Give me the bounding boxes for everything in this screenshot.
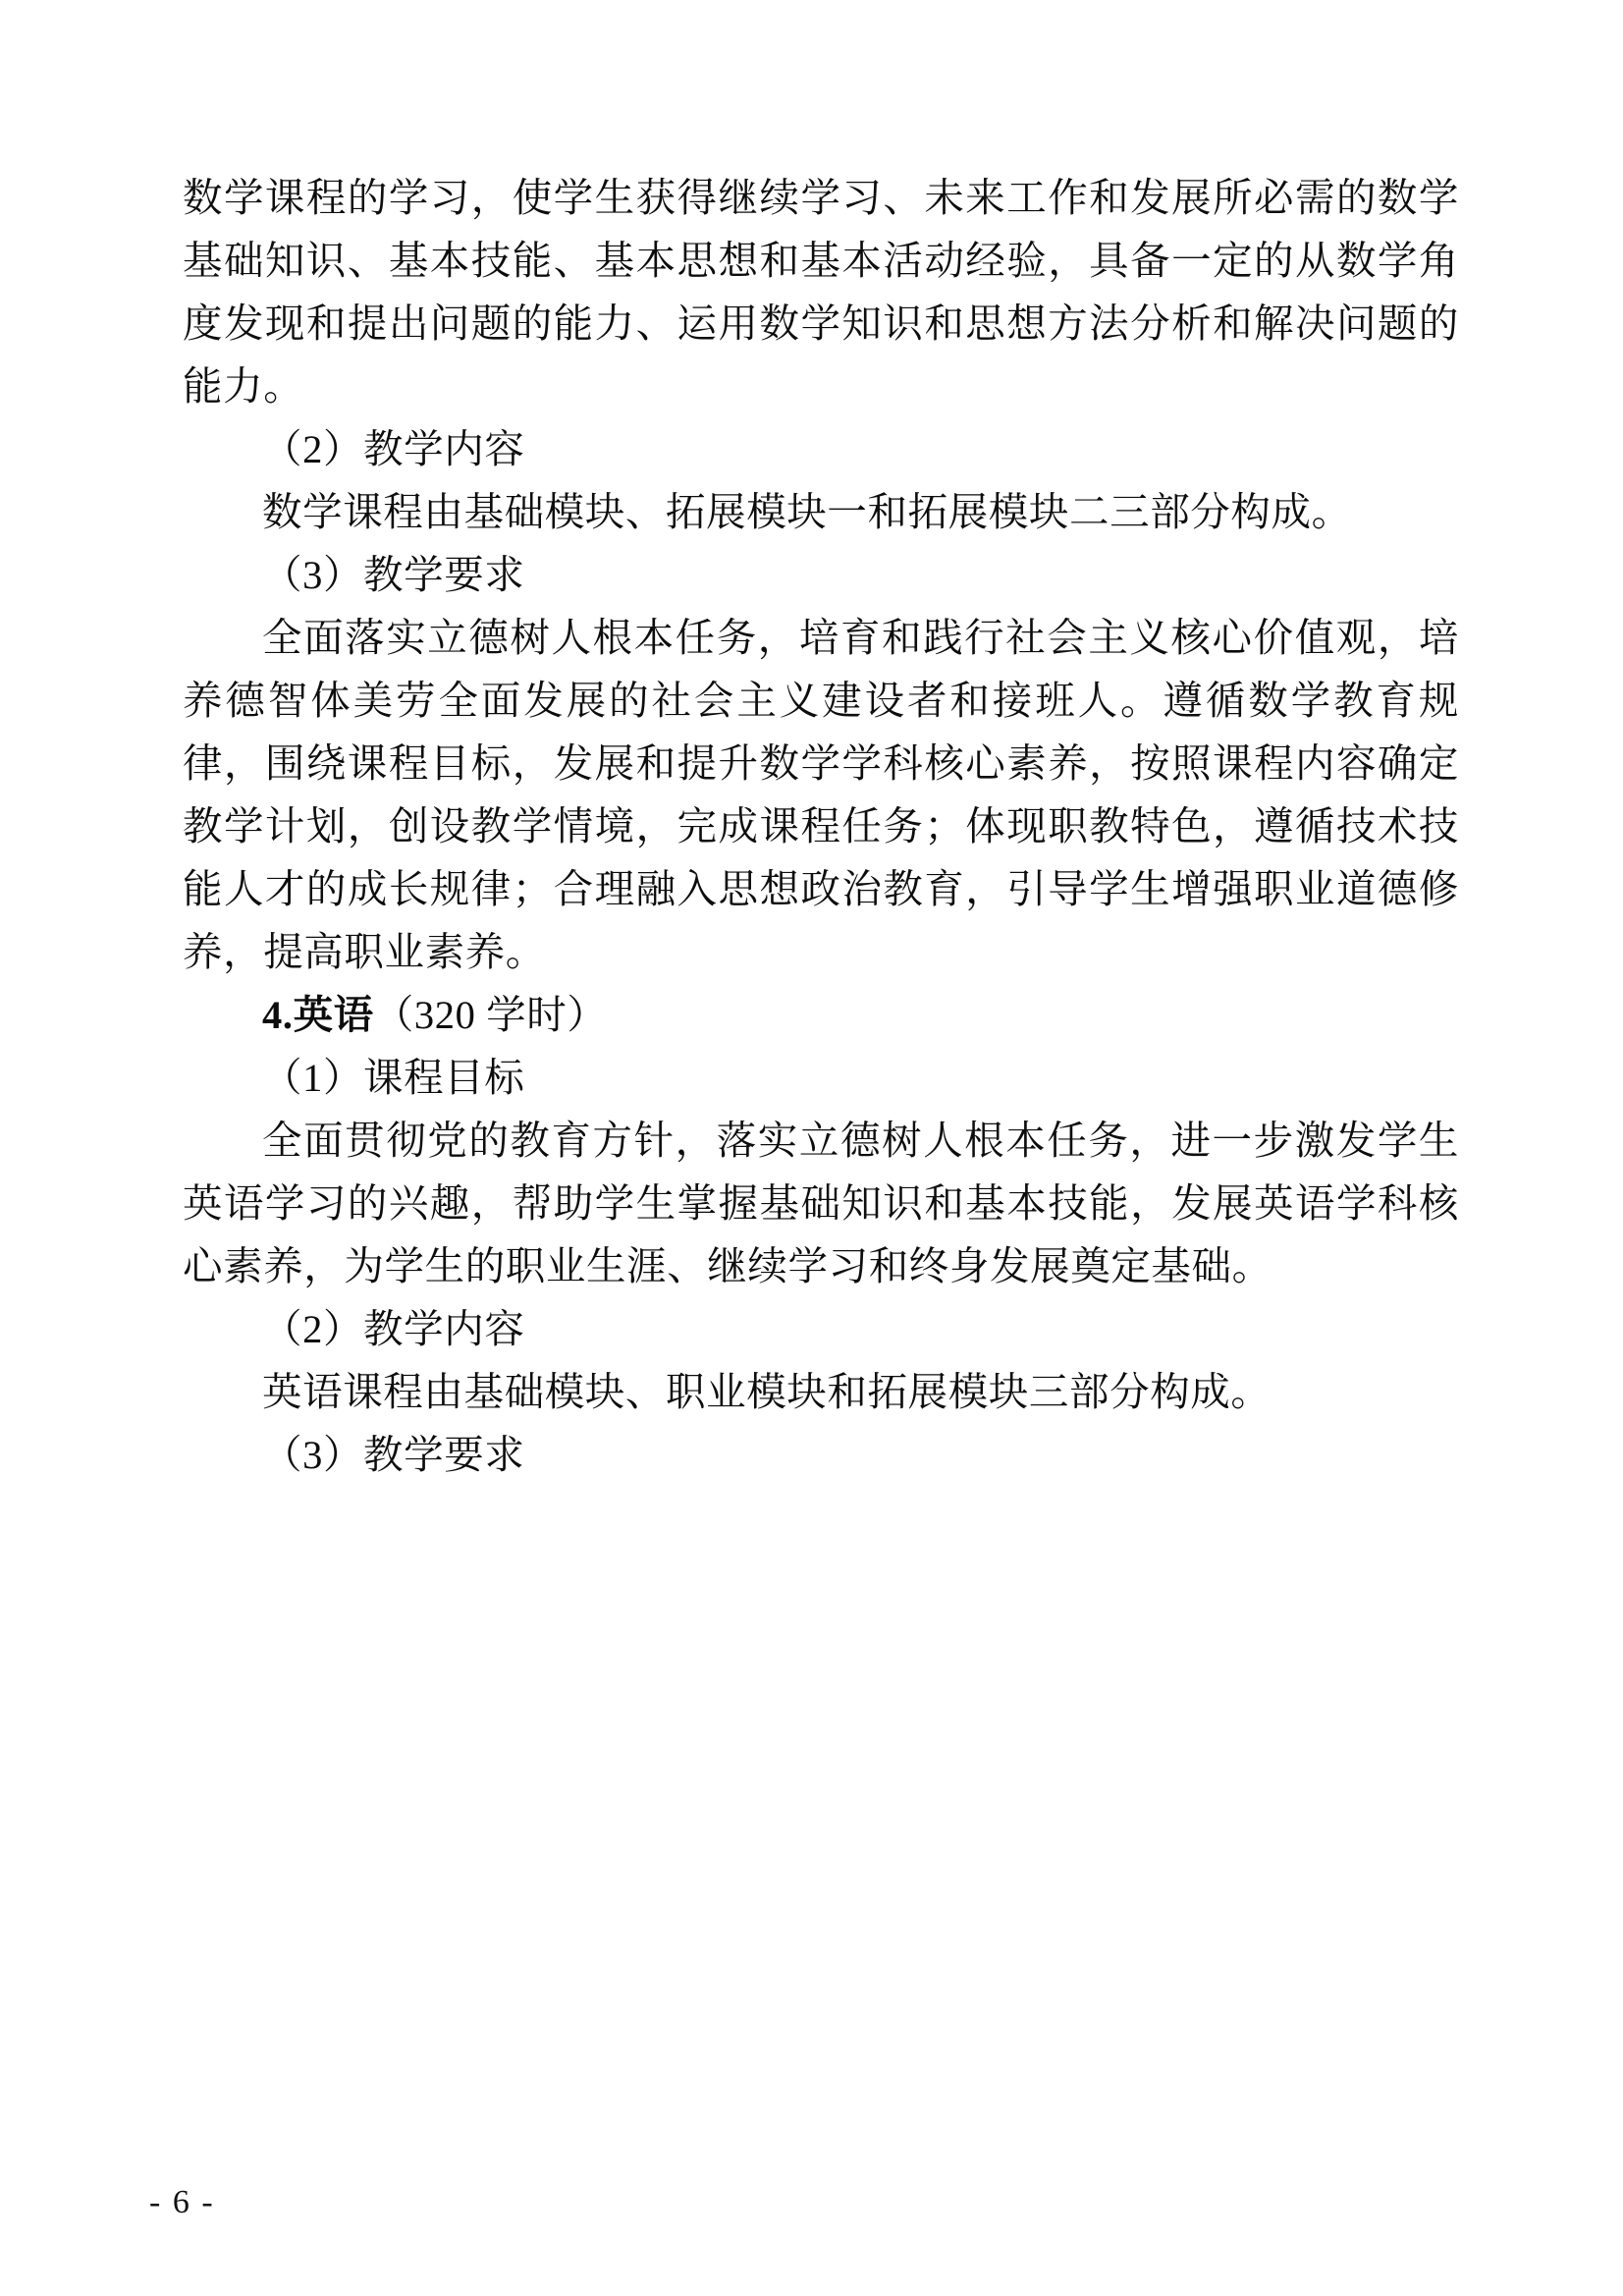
paragraph-english-teaching-content: 英语课程由基础模块、职业模块和拓展模块三部分构成。: [262, 1369, 1271, 1414]
subheading-math-teaching-content: （2）教学内容: [262, 426, 525, 471]
page-body: [183, 167, 1459, 1487]
paragraph-math-objective-continued: 数学课程的学习，使学生获得继续学习、未来工作和发展所必需的数学基础知识、基本技能、基本思想和基本活动经验，具备一定的从数学角度发现和提出问题的能力、运用数学知识和思想方法分析和解决问题的能力。: [183, 176, 1459, 409]
heading-number: 4.: [262, 992, 294, 1037]
subheading-english-teaching-content: （2）教学内容: [262, 1306, 525, 1351]
paragraph-math-teaching-content: 数学课程由基础模块、拓展模块一和拓展模块二三部分构成。: [262, 489, 1352, 534]
heading-hours: （320 学时）: [373, 992, 608, 1037]
heading-course-english: [183, 984, 1459, 1047]
paragraph-math-teaching-requirements: 全面落实立德树人根本任务，培育和践行社会主义核心价值观，培养德智体美劳全面发展的社会主义建设者和接班人。遵循数学教育规律，围绕课程目标，发展和提升数学学科核心素养，按照课程内容确定教学计划，创设教学情境，完成课程任务；体现职教特色，遵循技术技能人才的成长规律；合理融入思想政治教育，引导学生增强职业道德修养，提高职业素养。: [183, 615, 1459, 974]
subheading-english-teaching-requirements: （3）教学要求: [262, 1432, 525, 1477]
subheading-math-teaching-requirements: （3）教学要求: [262, 552, 525, 597]
subheading-english-course-goal: （1）课程目标: [262, 1055, 525, 1100]
paragraph-english-course-goal: 全面贯彻党的教育方针，落实立德树人根本任务，进一步激发学生英语学习的兴趣，帮助学生掌握基础知识和基本技能，发展英语学科核心素养，为学生的职业生涯、继续学习和终身发展奠定基础。: [183, 1118, 1459, 1288]
heading-title: 英语: [293, 992, 374, 1037]
page-number: - 6 -: [149, 2184, 215, 2220]
